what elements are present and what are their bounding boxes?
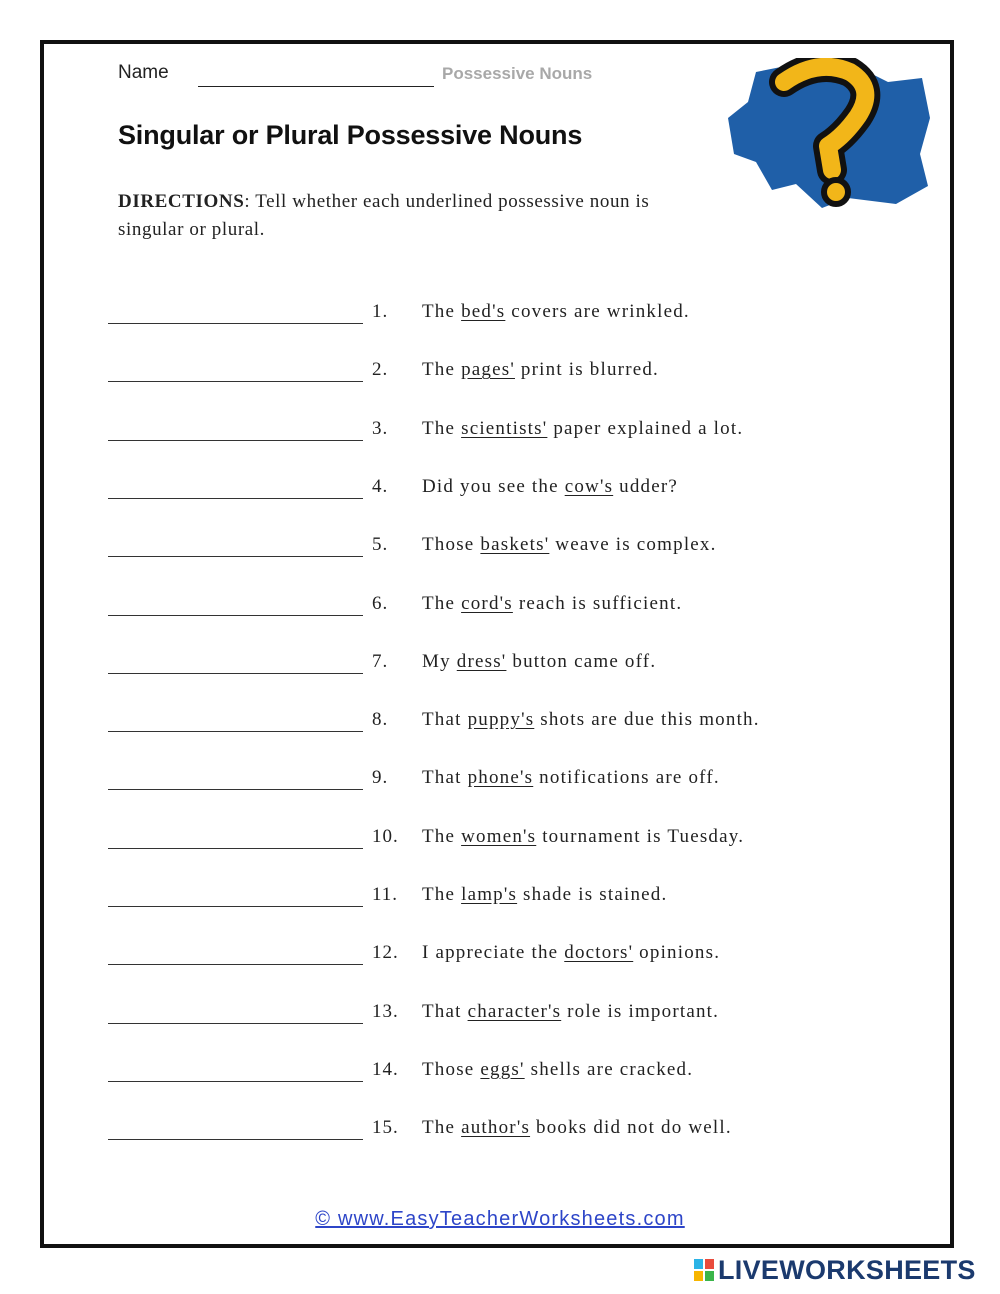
question-number: 3. bbox=[372, 417, 389, 439]
directions bbox=[118, 188, 708, 244]
answer-line[interactable] bbox=[108, 964, 363, 965]
answer-line[interactable] bbox=[108, 381, 363, 382]
liveworksheets-logo-icon bbox=[694, 1259, 714, 1281]
sentence-before: Did you see the bbox=[422, 475, 565, 497]
question-sentence bbox=[422, 826, 744, 848]
question-item bbox=[0, 821, 1000, 861]
answer-line[interactable] bbox=[108, 1081, 363, 1082]
sentence-after: role is important. bbox=[561, 1000, 720, 1022]
name-input-line[interactable] bbox=[198, 86, 434, 87]
question-sentence bbox=[422, 418, 743, 440]
question-number: 5. bbox=[372, 534, 389, 556]
sentence-after: paper explained a lot. bbox=[547, 417, 744, 439]
question-number: 12. bbox=[372, 942, 399, 964]
answer-line[interactable] bbox=[108, 1139, 363, 1140]
topic-label: Possessive Nouns bbox=[442, 64, 593, 83]
name-label: Name bbox=[118, 62, 169, 83]
question-number: 15. bbox=[372, 1117, 399, 1139]
answer-line[interactable] bbox=[108, 1023, 363, 1024]
question-number: 1. bbox=[372, 301, 389, 322]
liveworksheets-brand[interactable] bbox=[694, 1256, 976, 1284]
question-item bbox=[0, 471, 1000, 511]
directions-label: DIRECTIONS bbox=[118, 191, 245, 212]
directions-text: : Tell whether each underlined possessive noun is singular or plural. bbox=[118, 191, 650, 240]
question-item bbox=[0, 1054, 1000, 1094]
question-number: 8. bbox=[372, 709, 389, 731]
sentence-after: tournament is Tuesday. bbox=[536, 825, 745, 847]
question-sentence bbox=[422, 767, 720, 789]
sentence-before: The bbox=[422, 301, 462, 322]
possessive-noun: lamp's bbox=[461, 884, 518, 905]
question-item bbox=[0, 937, 1000, 977]
sentence-before: That bbox=[422, 709, 468, 731]
sentence-before: That bbox=[422, 1000, 468, 1022]
answer-line[interactable] bbox=[108, 556, 363, 557]
question-number: 11. bbox=[372, 884, 399, 905]
possessive-noun: puppy's bbox=[467, 709, 535, 731]
question-item bbox=[0, 646, 1000, 686]
question-sentence bbox=[422, 301, 690, 323]
sentence-after: opinions. bbox=[633, 942, 721, 964]
brand-text: LIVEWORKSHEETS bbox=[718, 1254, 976, 1285]
possessive-noun: doctors' bbox=[564, 942, 634, 964]
possessive-noun: phone's bbox=[467, 767, 534, 789]
sentence-before: Those bbox=[422, 1058, 481, 1080]
question-sentence bbox=[422, 476, 678, 498]
question-number: 9. bbox=[372, 767, 389, 789]
sentence-before: That bbox=[422, 767, 468, 789]
sentence-after: covers are wrinkled. bbox=[505, 301, 690, 322]
question-sentence bbox=[422, 359, 659, 381]
question-number: 2. bbox=[372, 359, 389, 381]
sentence-before: Those bbox=[422, 534, 481, 556]
possessive-noun: pages' bbox=[461, 359, 515, 381]
question-sentence bbox=[422, 884, 667, 906]
sentence-before: The bbox=[422, 592, 462, 614]
question-number: 13. bbox=[372, 1000, 399, 1022]
possessive-noun: author's bbox=[461, 1117, 531, 1139]
sentence-before: My bbox=[422, 650, 457, 672]
answer-line[interactable] bbox=[108, 848, 363, 849]
sentence-before: The bbox=[422, 417, 462, 439]
answer-line[interactable] bbox=[108, 498, 363, 499]
sentence-after: shells are cracked. bbox=[524, 1058, 694, 1080]
possessive-noun: bed's bbox=[461, 301, 506, 322]
possessive-noun: dress' bbox=[456, 650, 507, 672]
sentence-after: udder? bbox=[613, 475, 679, 497]
possessive-noun: baskets' bbox=[480, 534, 550, 556]
question-sentence bbox=[422, 534, 717, 556]
answer-line[interactable] bbox=[108, 323, 363, 324]
sentence-after: reach is sufficient. bbox=[512, 592, 683, 614]
question-sentence bbox=[422, 942, 720, 964]
sentence-before: The bbox=[422, 1117, 462, 1139]
question-number: 14. bbox=[372, 1058, 399, 1080]
possessive-noun: character's bbox=[467, 1000, 562, 1022]
question-item bbox=[0, 588, 1000, 628]
question-number: 7. bbox=[372, 650, 389, 672]
question-mark-icon bbox=[726, 58, 932, 210]
answer-line[interactable] bbox=[108, 440, 363, 441]
question-number: 10. bbox=[372, 825, 399, 847]
copyright-link[interactable]: © www.EasyTeacherWorksheets.com bbox=[315, 1208, 685, 1230]
question-item bbox=[0, 704, 1000, 744]
possessive-noun: eggs' bbox=[480, 1058, 525, 1080]
sentence-after: print is blurred. bbox=[514, 359, 660, 381]
question-sentence bbox=[422, 1117, 732, 1139]
possessive-noun: women's bbox=[461, 825, 537, 847]
question-sentence bbox=[422, 1001, 719, 1023]
question-sentence bbox=[422, 651, 656, 673]
answer-line[interactable] bbox=[108, 906, 363, 907]
possessive-noun: cow's bbox=[564, 475, 614, 497]
sentence-after: notifications are off. bbox=[533, 767, 720, 789]
sentence-before: The bbox=[422, 825, 462, 847]
answer-line[interactable] bbox=[108, 789, 363, 790]
question-item bbox=[0, 296, 1000, 336]
sentence-before: The bbox=[422, 884, 462, 905]
sentence-after: weave is complex. bbox=[549, 534, 717, 556]
possessive-noun: cord's bbox=[461, 592, 513, 614]
question-item bbox=[0, 762, 1000, 802]
answer-line[interactable] bbox=[108, 731, 363, 732]
question-mark-dot bbox=[824, 180, 848, 204]
answer-line[interactable] bbox=[108, 673, 363, 674]
page-title: Singular or Plural Possessive Nouns bbox=[118, 120, 583, 150]
question-number: 4. bbox=[372, 475, 389, 497]
question-item bbox=[0, 413, 1000, 453]
sentence-after: shade is stained. bbox=[517, 884, 668, 905]
sentence-before: The bbox=[422, 359, 462, 381]
question-item bbox=[0, 879, 1000, 919]
sentence-after: button came off. bbox=[506, 650, 657, 672]
question-sentence bbox=[422, 1059, 693, 1081]
question-number: 6. bbox=[372, 592, 389, 614]
question-item bbox=[0, 529, 1000, 569]
sentence-after: books did not do well. bbox=[530, 1117, 732, 1139]
question-item bbox=[0, 996, 1000, 1036]
question-sentence bbox=[422, 709, 760, 731]
question-item bbox=[0, 354, 1000, 394]
question-sentence bbox=[422, 593, 682, 615]
answer-line[interactable] bbox=[108, 615, 363, 616]
sentence-before: I appreciate the bbox=[422, 942, 565, 964]
question-item bbox=[0, 1112, 1000, 1152]
possessive-noun: scientists' bbox=[461, 417, 548, 439]
sentence-after: shots are due this month. bbox=[534, 709, 760, 731]
